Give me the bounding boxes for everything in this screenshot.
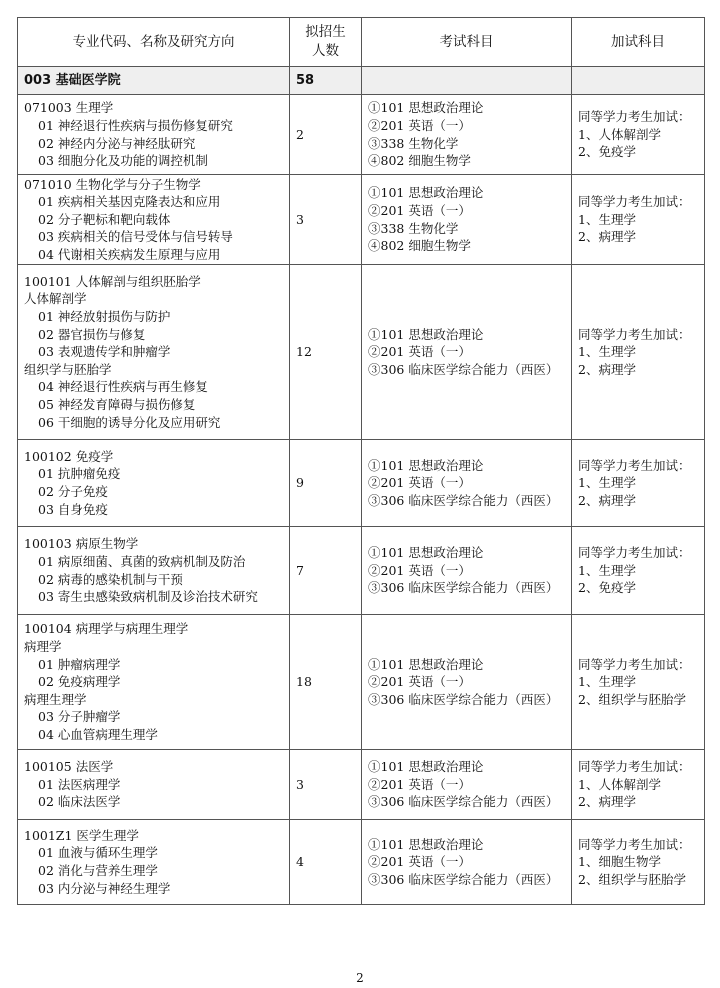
exam-subject: ①101 思想政治理论 bbox=[368, 656, 484, 672]
exams-cell bbox=[362, 527, 572, 615]
exam-subject: ②201 英语（一） bbox=[368, 117, 471, 133]
exam-subject: ③306 临床医学综合能力（西医） bbox=[368, 580, 559, 596]
major-title: 100102 免疫学 bbox=[24, 448, 114, 464]
exam-subject: ②201 英语（一） bbox=[368, 674, 471, 690]
extra-exam-subject: 2、病理学 bbox=[578, 794, 636, 810]
quota-cell: 18 bbox=[290, 615, 362, 750]
exam-subject: ②201 英语（一） bbox=[368, 202, 471, 218]
research-direction: 03 内分泌与神经生理学 bbox=[38, 880, 171, 896]
header-quota-line2: 人数 bbox=[312, 43, 339, 59]
exam-subject: ③306 临床医学综合能力（西医） bbox=[368, 691, 559, 707]
research-direction: 01 肿瘤病理学 bbox=[38, 656, 121, 672]
research-direction: 02 分子免疫 bbox=[38, 484, 108, 499]
exam-subject: ③338 生物化学 bbox=[368, 220, 459, 236]
exams-cell bbox=[362, 175, 572, 265]
extra-cell bbox=[572, 175, 705, 265]
exam-subject: ①101 思想政治理论 bbox=[368, 457, 484, 473]
extra-exam-subject: 1、人体解剖学 bbox=[578, 126, 661, 142]
extra-exam-subject: 1、生理学 bbox=[578, 344, 636, 360]
table-row bbox=[18, 175, 705, 265]
research-direction: 02 分子靶标和靶向载体 bbox=[38, 211, 171, 227]
table-row bbox=[18, 95, 705, 175]
major-cell bbox=[18, 750, 290, 820]
header-quota bbox=[290, 18, 362, 67]
research-direction: 06 干细胞的诱导分化及应用研究 bbox=[38, 414, 221, 430]
header-exams: 考试科目 bbox=[362, 18, 572, 67]
extra-exam-subject: 1、生理学 bbox=[578, 211, 636, 227]
extra-exam-subject: 2、病理学 bbox=[578, 492, 636, 508]
research-direction: 02 临床法医学 bbox=[38, 794, 121, 810]
research-direction: 01 法医病理学 bbox=[38, 776, 121, 792]
major-title: 100101 人体解剖与组织胚胎学 bbox=[24, 273, 201, 289]
extra-exam-subject: 2、组织学与胚胎学 bbox=[578, 691, 686, 707]
quota-cell: 9 bbox=[290, 440, 362, 527]
quota-cell: 7 bbox=[290, 527, 362, 615]
extra-exam-note: 同等学力考生加试： bbox=[578, 194, 691, 210]
research-direction: 02 病毒的感染机制与干预 bbox=[38, 571, 183, 587]
major-title: 100105 法医学 bbox=[24, 759, 114, 775]
major-cell bbox=[18, 175, 290, 265]
exam-subject: ①101 思想政治理论 bbox=[368, 185, 484, 201]
major-title: 1001Z1 医学生理学 bbox=[24, 827, 139, 843]
extra-exam-note: 同等学力考生加试： bbox=[578, 326, 691, 342]
exam-subject: ①101 思想政治理论 bbox=[368, 100, 484, 116]
exam-subject: ①101 思想政治理论 bbox=[368, 836, 484, 852]
research-direction: 02 神经内分泌与神经肽研究 bbox=[38, 135, 196, 151]
exam-subject: ②201 英语（一） bbox=[368, 562, 471, 578]
extra-exam-subject: 1、生理学 bbox=[578, 562, 636, 578]
research-direction: 01 神经放射损伤与防护 bbox=[38, 309, 171, 325]
extra-exam-subject: 2、病理学 bbox=[578, 229, 636, 245]
table-row bbox=[18, 820, 705, 905]
extra-exam-note: 同等学力考生加试： bbox=[578, 109, 691, 125]
research-direction: 01 神经退行性疾病与损伤修复研究 bbox=[38, 117, 233, 133]
extra-exam-subject: 1、生理学 bbox=[578, 674, 636, 690]
extra-exam-subject: 2、组织学与胚胎学 bbox=[578, 871, 686, 887]
extra-exam-subject: 2、病理学 bbox=[578, 361, 636, 377]
extra-exam-note: 同等学力考生加试： bbox=[578, 759, 691, 775]
exam-subject: ③306 临床医学综合能力（西医） bbox=[368, 492, 559, 508]
research-direction: 05 神经发育障碍与损伤修复 bbox=[38, 396, 196, 412]
research-direction: 04 心血管病理生理学 bbox=[38, 726, 158, 742]
exams-cell bbox=[362, 750, 572, 820]
major-title: 071003 生理学 bbox=[24, 100, 114, 116]
exam-subject: ①101 思想政治理论 bbox=[368, 326, 484, 342]
research-direction: 03 细胞分化及功能的调控机制 bbox=[38, 153, 208, 169]
major-cell bbox=[18, 440, 290, 527]
major-cell bbox=[18, 527, 290, 615]
sub-discipline: 病理学 bbox=[24, 639, 62, 655]
extra-cell bbox=[572, 820, 705, 905]
header-major: 专业代码、名称及研究方向 bbox=[18, 18, 290, 67]
page-number: 2 bbox=[356, 971, 364, 985]
table-row bbox=[18, 615, 705, 750]
major-cell bbox=[18, 265, 290, 440]
college-blank-exams bbox=[362, 67, 572, 95]
table-row bbox=[18, 440, 705, 527]
extra-exam-subject: 1、细胞生物学 bbox=[578, 854, 661, 870]
college-blank-extra bbox=[572, 67, 705, 95]
research-direction: 01 抗肿瘤免疫 bbox=[38, 466, 121, 482]
quota-cell: 3 bbox=[290, 175, 362, 265]
extra-exam-note: 同等学力考生加试： bbox=[578, 457, 691, 473]
research-direction: 04 神经退行性疾病与再生修复 bbox=[38, 379, 208, 395]
college-quota: 58 bbox=[290, 67, 362, 95]
research-direction: 03 寄生虫感染致病机制及诊治技术研究 bbox=[38, 589, 258, 605]
major-title: 071010 生物化学与分子生物学 bbox=[24, 176, 201, 192]
major-cell bbox=[18, 615, 290, 750]
exams-cell bbox=[362, 95, 572, 175]
sub-discipline: 病理生理学 bbox=[24, 691, 87, 707]
research-direction: 03 表观遗传学和肿瘤学 bbox=[38, 344, 171, 360]
extra-cell bbox=[572, 95, 705, 175]
exam-subject: ①101 思想政治理论 bbox=[368, 759, 484, 775]
sub-discipline: 人体解剖学 bbox=[24, 291, 87, 307]
exam-subject: ③306 临床医学综合能力（西医） bbox=[368, 794, 559, 810]
research-direction: 03 自身免疫 bbox=[38, 501, 108, 517]
extra-exam-subject: 2、免疫学 bbox=[578, 144, 636, 160]
table-row bbox=[18, 750, 705, 820]
sub-discipline: 组织学与胚胎学 bbox=[24, 361, 112, 377]
exams-cell bbox=[362, 440, 572, 527]
exam-subject: ③338 生物化学 bbox=[368, 135, 459, 151]
extra-cell bbox=[572, 750, 705, 820]
research-direction: 02 免疫病理学 bbox=[38, 674, 121, 690]
extra-cell bbox=[572, 527, 705, 615]
exams-cell bbox=[362, 820, 572, 905]
quota-cell: 12 bbox=[290, 265, 362, 440]
catalog-table bbox=[17, 17, 705, 905]
quota-cell: 2 bbox=[290, 95, 362, 175]
exam-subject: ③306 临床医学综合能力（西医） bbox=[368, 361, 559, 377]
exam-subject: ③306 临床医学综合能力（西医） bbox=[368, 871, 559, 887]
extra-exam-subject: 1、生理学 bbox=[578, 475, 636, 491]
extra-exam-subject: 2、免疫学 bbox=[578, 580, 636, 596]
major-title: 100103 病原生物学 bbox=[24, 536, 139, 552]
extra-exam-subject: 1、人体解剖学 bbox=[578, 776, 661, 792]
research-direction: 01 病原细菌、真菌的致病机制及防治 bbox=[38, 553, 246, 569]
exam-subject: ②201 英语（一） bbox=[368, 344, 471, 360]
college-row bbox=[18, 67, 705, 95]
exam-subject: ②201 英语（一） bbox=[368, 854, 471, 870]
research-direction: 01 疾病相关基因克隆表达和应用 bbox=[38, 194, 221, 210]
header-quota-line1: 拟招生 bbox=[305, 24, 346, 40]
extra-cell bbox=[572, 615, 705, 750]
header-extra: 加试科目 bbox=[572, 18, 705, 67]
exam-subject: ④802 细胞生物学 bbox=[368, 153, 471, 169]
extra-exam-note: 同等学力考生加试： bbox=[578, 656, 691, 672]
exams-cell bbox=[362, 265, 572, 440]
college-name: 003 基础医学院 bbox=[18, 67, 290, 95]
research-direction: 04 代谢相关疾病发生原理与应用 bbox=[38, 246, 221, 262]
exams-cell bbox=[362, 615, 572, 750]
extra-exam-note: 同等学力考生加试： bbox=[578, 545, 691, 561]
research-direction: 03 分子肿瘤学 bbox=[38, 709, 121, 725]
table-header-row bbox=[18, 18, 705, 67]
quota-cell: 3 bbox=[290, 750, 362, 820]
major-cell bbox=[18, 95, 290, 175]
research-direction: 02 器官损伤与修复 bbox=[38, 326, 146, 342]
major-title: 100104 病理学与病理生理学 bbox=[24, 621, 189, 637]
extra-cell bbox=[572, 440, 705, 527]
exam-subject: ④802 细胞生物学 bbox=[368, 238, 471, 254]
table-row bbox=[18, 265, 705, 440]
research-direction: 02 消化与营养生理学 bbox=[38, 863, 158, 878]
extra-exam-note: 同等学力考生加试： bbox=[578, 836, 691, 852]
quota-cell: 4 bbox=[290, 820, 362, 905]
extra-cell bbox=[572, 265, 705, 440]
exam-subject: ②201 英语（一） bbox=[368, 776, 471, 792]
research-direction: 01 血液与循环生理学 bbox=[38, 845, 158, 861]
research-direction: 03 疾病相关的信号受体与信号转导 bbox=[38, 229, 233, 245]
major-cell bbox=[18, 820, 290, 905]
exam-subject: ②201 英语（一） bbox=[368, 475, 471, 491]
exam-subject: ①101 思想政治理论 bbox=[368, 545, 484, 561]
table-row bbox=[18, 527, 705, 615]
